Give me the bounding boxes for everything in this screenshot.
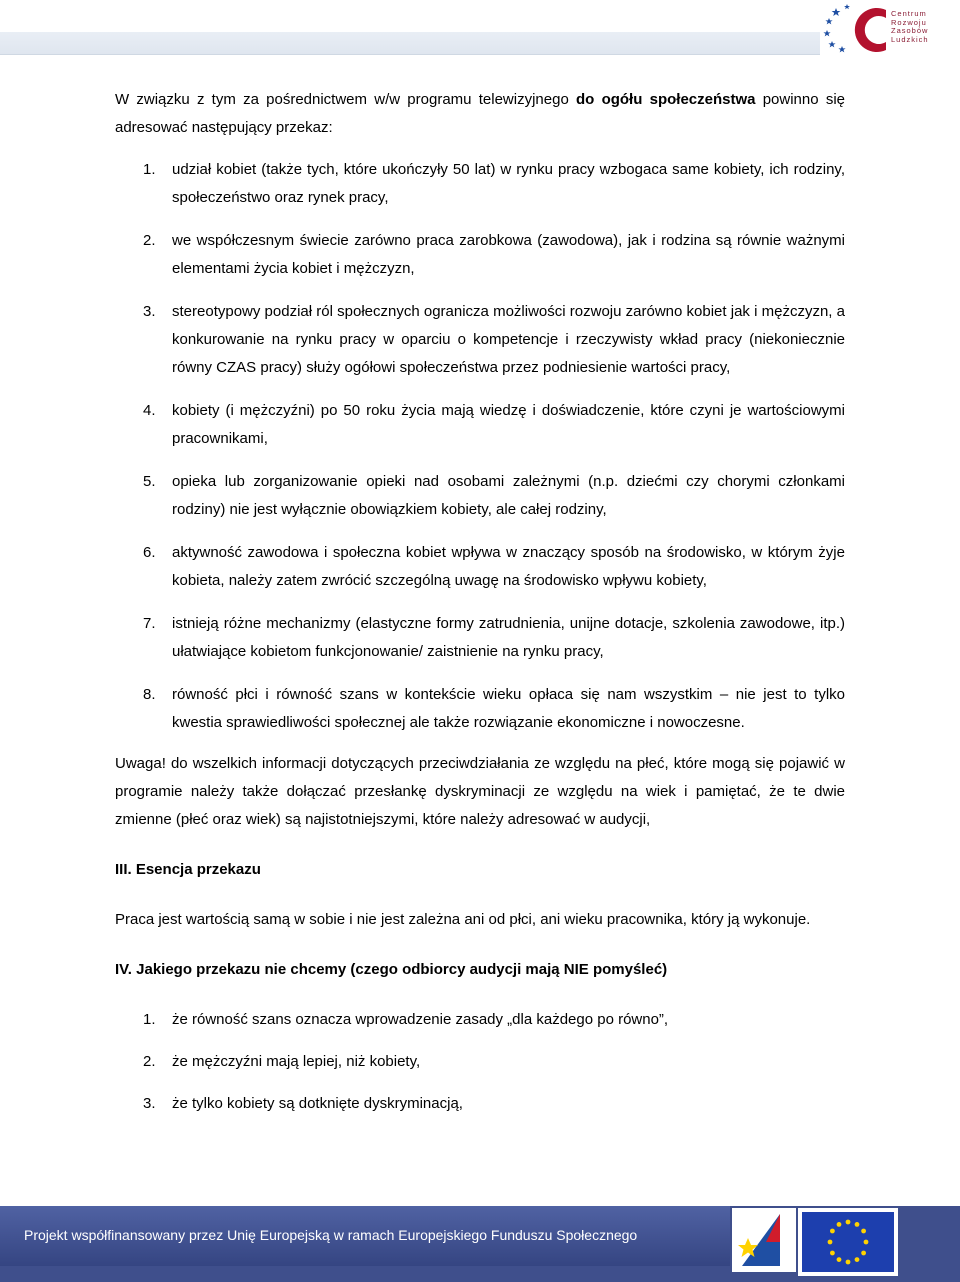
list-item: 3. stereotypowy podział ról społecznych ogranicza możliwości rozwoju zarówno kobiet jak i mężczyzn, a konkurowanie na rynku pracy w oparciu o kompetencje i rzeczywisty wkład pracy (niekoniecznie równy CZAS pracy) służy ogółowi społeczeństwa przez podniesienie wartości pracy, bbox=[143, 303, 845, 376]
document-body bbox=[115, 86, 845, 1132]
logo-text: Centrum Rozwoju Zasobów Ludzkich bbox=[891, 9, 929, 44]
eu-flag bbox=[798, 1208, 898, 1276]
intro-paragraph: W związku z tym za pośrednictwem w/w programu telewizyjnego do ogółu społeczeństwa powinno się adresować następujący przekaz: bbox=[115, 91, 845, 136]
list-item: 4. kobiety (i mężczyźni) po 50 roku życia mają wiedzę i doświadczenie, które czyni je wartościowymi pracownikami, bbox=[143, 402, 845, 447]
list-item: 2. we współczesnym świecie zarówno praca zarobkowa (zawodowa), jak i rodzina są równie ważnymi elementami życia kobiet i mężczyzn, bbox=[143, 232, 845, 277]
kapital-ludzki-logo bbox=[732, 1208, 796, 1272]
list-item: 2. że mężczyźni mają lepiej, niż kobiety, bbox=[143, 1053, 421, 1070]
list-item: 3. że tylko kobiety są dotknięte dyskryminacją, bbox=[143, 1095, 463, 1112]
section-heading-essence: III. Esencja przekazu bbox=[115, 861, 261, 878]
message-list bbox=[115, 156, 845, 737]
essence-paragraph: Praca jest wartością samą w sobie i nie jest zależna ani od płci, ani wieku pracownika, który ją wykonuje. bbox=[115, 911, 811, 928]
list-item: 6. aktywność zawodowa i społeczna kobiet wpływa w znaczący sposób na środowisko, w którym żyje kobieta, należy zatem zwrócić szczególną uwagę na środowisko wpływu kobiety, bbox=[143, 544, 845, 589]
unwanted-list bbox=[115, 1006, 845, 1118]
footer-text: Projekt współfinansowany przez Unię Europejską w ramach Europejskiego Funduszu Społecznego bbox=[24, 1227, 638, 1243]
list-item: 5. opieka lub zorganizowanie opieki nad osobami zależnymi (n.p. dziećmi czy chorymi członkami rodziny) nie jest wyłącznie obowiązkiem kobiety, ale całej rodziny, bbox=[143, 473, 845, 518]
list-item: 7. istnieją różne mechanizmy (elastyczne formy zatrudnienia, unijne dotacje, szkolenia zawodowe, itp.) ułatwiające kobietom funkcjonowanie/ zaistnienie na rynku pracy, bbox=[143, 615, 845, 660]
section-heading-unwanted: IV. Jakiego przekazu nie chcemy (czego odbiorcy audycji mają NIE pomyśleć) bbox=[115, 961, 668, 978]
header-band bbox=[0, 32, 820, 55]
note-paragraph: Uwaga! do wszelkich informacji dotyczących przeciwdziałania ze względu na płeć, które mogą się pojawić w programie należy także dołączać przesłankę dyskryminacji ze względu na wiek i pamiętać, że te dwie zmienne (płeć oraz wiek) są najistotniejszymi, które należy adresować w audycji, bbox=[115, 755, 845, 828]
list-item: 1. udział kobiet (także tych, które ukończyły 50 lat) w rynku pracy wzbogaca same kobiety, ich rodziny, społeczeństwo oraz rynek pracy, bbox=[143, 161, 845, 206]
list-item: 8. równość płci i równość szans w kontekście wieku opłaca się nam wszystkim – nie jest to tylko kwestia sprawiedliwości społecznej ale także rozwiązanie ekonomiczne i nowoczesne. bbox=[143, 686, 845, 731]
list-item: 1. że równość szans oznacza wprowadzenie zasady „dla każdego po równo”, bbox=[143, 1011, 669, 1028]
